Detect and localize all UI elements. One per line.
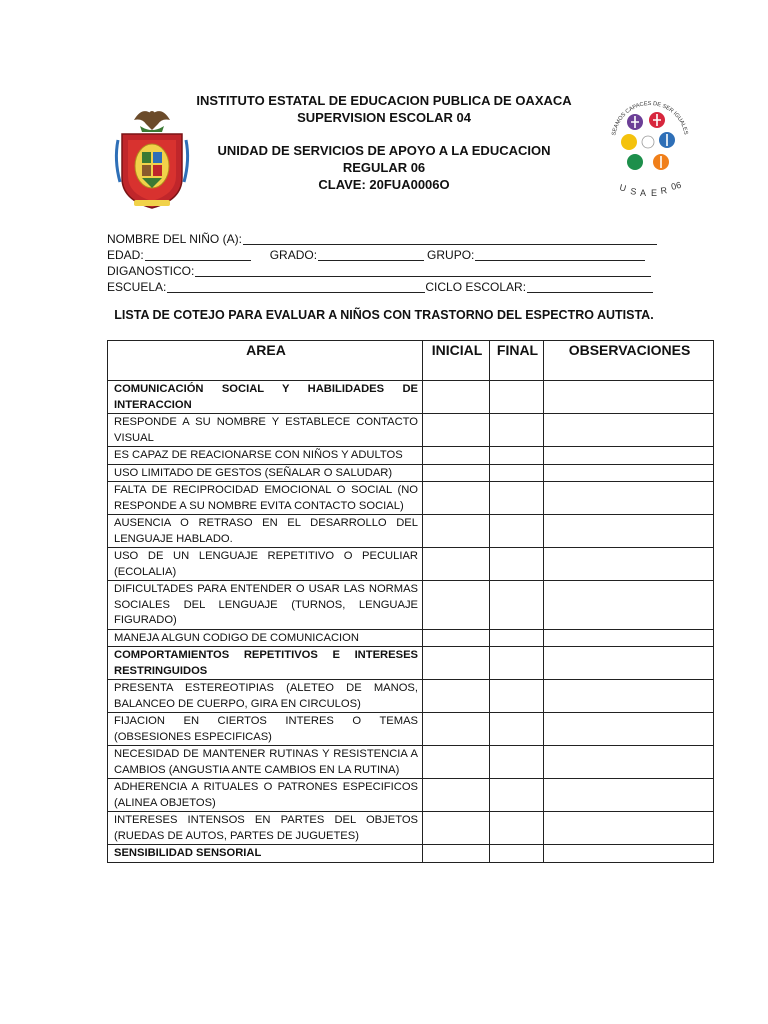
final-cell[interactable] [490, 647, 544, 680]
label-ciclo: CICLO ESCOLAR: [425, 280, 527, 294]
table-row [108, 515, 714, 548]
label-escuela: ESCUELA: [107, 280, 167, 294]
item-description: USO DE UN LENGUAJE REPETITIVO O PECULIAR (ECOLALIA) [108, 548, 423, 581]
header-final: FINAL [490, 341, 544, 381]
inicial-cell[interactable] [423, 647, 490, 680]
label-grupo: GRUPO: [427, 248, 475, 262]
item-description: AUSENCIA O RETRASO EN EL DESARROLLO DEL LENGUAJE HABLADO. [108, 515, 423, 548]
item-description: FIJACION EN CIERTOS INTERES O TEMAS (OBSESIONES ESPECIFICAS) [108, 713, 423, 746]
item-description: NECESIDAD DE MANTENER RUTINAS Y RESISTENCIA A CAMBIOS (ANGUSTIA ANTE CAMBIOS EN LA RUTINA) [108, 746, 423, 779]
institute-name: INSTITUTO ESTATAL DE EDUCACION PUBLICA DE OAXACA [196, 93, 572, 108]
table-row [108, 746, 714, 779]
table-row [108, 464, 714, 482]
inicial-cell[interactable] [423, 464, 490, 482]
unit-name: UNIDAD DE SERVICIOS DE APOYO A LA EDUCACION [217, 143, 551, 158]
inicial-cell[interactable] [423, 812, 490, 845]
final-cell[interactable] [490, 680, 544, 713]
input-edad-line[interactable] [145, 249, 251, 261]
final-cell[interactable] [490, 746, 544, 779]
table-row [108, 581, 714, 630]
final-cell[interactable] [490, 581, 544, 630]
observaciones-cell[interactable] [544, 414, 714, 447]
field-row-edad [107, 247, 663, 263]
final-cell[interactable] [490, 482, 544, 515]
svg-text:SEAMOS CAPACES DE SER IGUALES: SEAMOS CAPACES DE SER IGUALES [611, 100, 689, 136]
inicial-cell[interactable] [423, 414, 490, 447]
final-cell[interactable] [490, 713, 544, 746]
final-cell[interactable] [490, 381, 544, 414]
header-inicial: INICIAL [423, 341, 490, 381]
svg-text:U: U [618, 182, 628, 194]
observaciones-cell[interactable] [544, 447, 714, 465]
label-grado: GRADO: [269, 248, 318, 262]
final-cell[interactable] [490, 414, 544, 447]
item-description: RESPONDE A SU NOMBRE Y ESTABLECE CONTACTO VISUAL [108, 414, 423, 447]
table-header-row [108, 341, 714, 381]
observaciones-cell[interactable] [544, 581, 714, 630]
label-nombre: NOMBRE DEL NIÑO (A): [107, 232, 242, 246]
observaciones-cell[interactable] [544, 779, 714, 812]
table-section-row [108, 647, 714, 680]
label-diagnostico: DIGANOSTICO: [107, 264, 195, 278]
table-section-row [108, 845, 714, 863]
inicial-cell[interactable] [423, 680, 490, 713]
observaciones-cell[interactable] [544, 713, 714, 746]
item-description: MANEJA ALGUN CODIGO DE COMUNICACION [108, 629, 423, 647]
item-description: USO LIMITADO DE GESTOS (SEÑALAR O SALUDAR) [108, 464, 423, 482]
table-section-row [108, 381, 714, 414]
section-heading: SENSIBILIDAD SENSORIAL [108, 845, 423, 863]
section-heading: COMPORTAMIENTOS REPETITIVOS E INTERESES RESTRINGUIDOS [108, 647, 423, 680]
inicial-cell[interactable] [423, 629, 490, 647]
label-edad: EDAD: [107, 248, 144, 262]
item-description: ES CAPAZ DE REACIONARSE CON NIÑOS Y ADULTOS [108, 447, 423, 465]
item-description: DIFICULTADES PARA ENTENDER O USAR LAS NORMAS SOCIALES DEL LENGUAJE (TURNOS, LENGUAJE FIGURADO) [108, 581, 423, 630]
input-escuela-line[interactable] [167, 281, 425, 293]
input-diagnostico-line[interactable] [195, 265, 651, 277]
checklist-title: LISTA DE COTEJO PARA EVALUAR A NIÑOS CON TRASTORNO DEL ESPECTRO AUTISTA. [114, 308, 654, 322]
final-cell[interactable] [490, 812, 544, 845]
item-description: ADHERENCIA A RITUALES O PATRONES ESPECIFICOS (ALINEA OBJETOS) [108, 779, 423, 812]
field-row-nombre [107, 231, 663, 247]
final-cell[interactable] [490, 629, 544, 647]
table-row [108, 713, 714, 746]
svg-text:S: S [629, 186, 638, 197]
inicial-cell[interactable] [423, 746, 490, 779]
observaciones-cell[interactable] [544, 548, 714, 581]
inicial-cell[interactable] [423, 713, 490, 746]
field-row-diagnostico [107, 263, 663, 279]
checklist-body [108, 381, 714, 863]
input-grupo-line[interactable] [475, 249, 645, 261]
table-row [108, 414, 714, 447]
final-cell[interactable] [490, 447, 544, 465]
inicial-cell[interactable] [423, 447, 490, 465]
usaer-logo [605, 96, 695, 200]
field-row-escuela [107, 279, 663, 295]
table-row [108, 447, 714, 465]
observaciones-cell[interactable] [544, 845, 714, 863]
observaciones-cell[interactable] [544, 464, 714, 482]
inicial-cell[interactable] [423, 779, 490, 812]
observaciones-cell[interactable] [544, 680, 714, 713]
final-cell[interactable] [490, 779, 544, 812]
table-row [108, 779, 714, 812]
final-cell[interactable] [490, 464, 544, 482]
input-grado-line[interactable] [318, 249, 424, 261]
svg-text:06: 06 [670, 179, 683, 192]
table-row [108, 812, 714, 845]
oaxaca-crest-logo [112, 100, 192, 212]
inicial-cell[interactable] [423, 381, 490, 414]
observaciones-cell[interactable] [544, 629, 714, 647]
table-row [108, 482, 714, 515]
observaciones-cell[interactable] [544, 746, 714, 779]
inicial-cell[interactable] [423, 581, 490, 630]
observaciones-cell[interactable] [544, 482, 714, 515]
inicial-cell[interactable] [423, 515, 490, 548]
unit-clave: CLAVE: 20FUA0006O [318, 177, 450, 192]
item-description: FALTA DE RECIPROCIDAD EMOCIONAL O SOCIAL (NO RESPONDE A SU NOMBRE EVITA CONTACTO SOCIAL) [108, 482, 423, 515]
svg-text:A: A [640, 188, 647, 198]
observaciones-cell[interactable] [544, 647, 714, 680]
table-row [108, 629, 714, 647]
student-info-fields [107, 231, 663, 295]
final-cell[interactable] [490, 548, 544, 581]
supervision-name: SUPERVISION ESCOLAR 04 [297, 110, 471, 125]
header-observaciones: OBSERVACIONES [544, 341, 714, 381]
final-cell[interactable] [490, 515, 544, 548]
table-row [108, 680, 714, 713]
section-heading: COMUNICACIÓN SOCIAL Y HABILIDADES DE INTERACCION [108, 381, 423, 414]
inicial-cell[interactable] [423, 845, 490, 863]
svg-text:E: E [651, 188, 658, 198]
observaciones-cell[interactable] [544, 515, 714, 548]
table-row [108, 548, 714, 581]
item-description: INTERESES INTENSOS EN PARTES DEL OBJETOS (RUEDAS DE AUTOS, PARTES DE JUGUETES) [108, 812, 423, 845]
header-area: AREA [108, 341, 423, 381]
inicial-cell[interactable] [423, 548, 490, 581]
svg-text:R: R [659, 185, 668, 196]
checklist-table [107, 340, 714, 863]
final-cell[interactable] [490, 845, 544, 863]
inicial-cell[interactable] [423, 482, 490, 515]
input-nombre-line[interactable] [243, 233, 657, 245]
item-description: PRESENTA ESTEREOTIPIAS (ALETEO DE MANOS, BALANCEO DE CUERPO, GIRA EN CIRCULOS) [108, 680, 423, 713]
observaciones-cell[interactable] [544, 812, 714, 845]
observaciones-cell[interactable] [544, 381, 714, 414]
unit-regular: REGULAR 06 [342, 160, 426, 175]
input-ciclo-line[interactable] [527, 281, 653, 293]
